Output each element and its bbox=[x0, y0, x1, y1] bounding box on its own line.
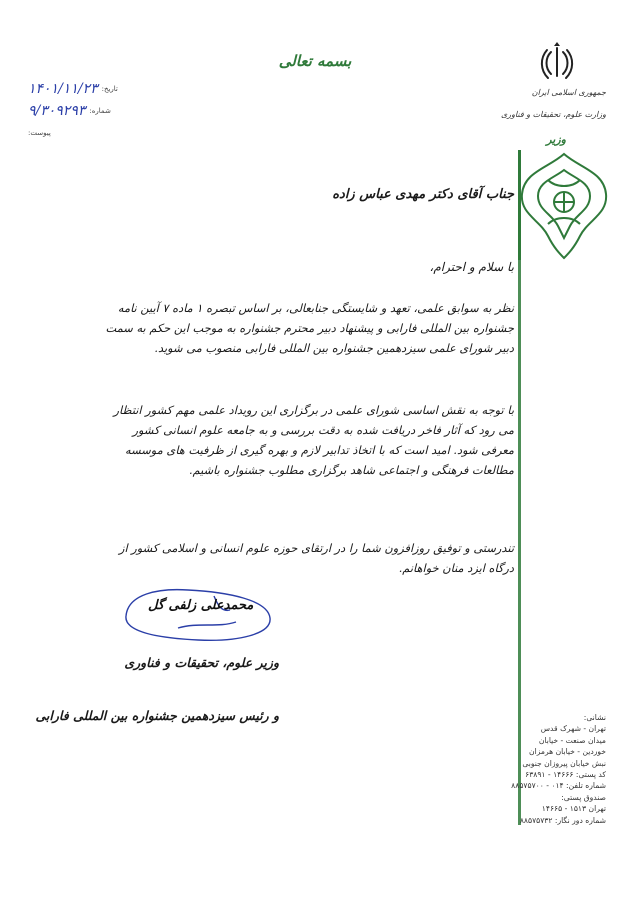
handwritten-signature-icon bbox=[118, 582, 278, 652]
republic-text: جمهوری اسلامی ایران bbox=[531, 88, 606, 97]
address-line: صندوق پستی: bbox=[561, 792, 606, 802]
basmala: بسمه تعالی bbox=[278, 52, 352, 70]
signer-title-2: و رئیس سیزدهمین جشنواره بین المللی فارابی bbox=[35, 708, 279, 723]
paragraph-1: نظر به سوابق علمی، تعهد و شایستگی جنابعالی، بر اساس تبصره ۱ ماده ۷ آیین نامه جشنواره بین المللی فارابی و پیشنهاد دبیر محترم جشنواره به موجب این حکم به سمت دبیر شورای علمی سیزدهمین جشنواره بین المللی فارابی منصوب می شوید. bbox=[105, 301, 514, 355]
address-block bbox=[511, 712, 606, 826]
date-label: تاریخ: bbox=[101, 85, 118, 93]
date-row bbox=[28, 80, 118, 98]
address-line: تهران ۱۵۱۳ - ۱۴۶۶۵ bbox=[541, 804, 606, 814]
address-line: تهران - شهرک قدس bbox=[540, 724, 606, 734]
number-row bbox=[28, 102, 111, 120]
address-line: خوردین - خیابان هرمزان bbox=[529, 747, 606, 757]
attachment-label: پیوست: bbox=[28, 129, 51, 137]
minister-title: وزیر bbox=[546, 133, 566, 146]
address-line: شماره دور نگار: ۸۸۵۷۵۷۳۲ bbox=[519, 815, 606, 825]
address-line: نبش خیابان پیروزان جنوبی bbox=[522, 758, 606, 768]
paragraph-2: با توجه به نقش اساسی شورای علمی در برگزاری این رویداد علمی مهم کشور انتظار می رود که آثار فاخر دریافت شده به دقت بررسی و به جامعه علوم انسانی کشور معرفی شود. امید است که با اتخاذ تدابیر لازم و بهره گیری از ظرفیت های موسسه مطالعات فرهنگی و اجتماعی شاهد برگزاری مطلوب جشنواره باشیم. bbox=[113, 403, 514, 477]
signature-name: محمدعلی زلفی گل bbox=[148, 598, 254, 613]
iran-emblem-icon bbox=[540, 42, 574, 82]
paragraph-3: تندرستی و توفیق روزافزون شما را در ارتقای حوزه علوم انسانی و اسلامی کشور از درگاه ایزد منان خواهانم. bbox=[118, 541, 514, 575]
address-line: شماره تلفن: ۰۱۴ - ۸۸۵۷۵۷۰۰ bbox=[511, 781, 606, 791]
number-label: شماره: bbox=[89, 107, 111, 115]
signer-title-1: وزیر علوم، تحقیقات و فناوری bbox=[124, 655, 279, 670]
address-line: میدان صنعت - خیابان bbox=[538, 735, 606, 745]
addressee: جناب آقای دکتر مهدی عباس زاده bbox=[332, 187, 514, 202]
address-line: کد پستی: ۱۴۶۶۶ - ۶۳۸۹۱ bbox=[525, 770, 606, 780]
greeting: با سلام و احترام، bbox=[429, 260, 514, 274]
attachment-row bbox=[28, 124, 51, 142]
address-line: نشانی: bbox=[583, 713, 606, 722]
number-value: ۹/۳۰۹۲۹۳ bbox=[28, 103, 86, 119]
arabesque-ornament-icon bbox=[518, 150, 610, 260]
ministry-text: وزارت علوم، تحقیقات و فناوری bbox=[501, 110, 606, 119]
date-value: ۱۴۰۱/۱۱/۲۳ bbox=[28, 81, 98, 97]
